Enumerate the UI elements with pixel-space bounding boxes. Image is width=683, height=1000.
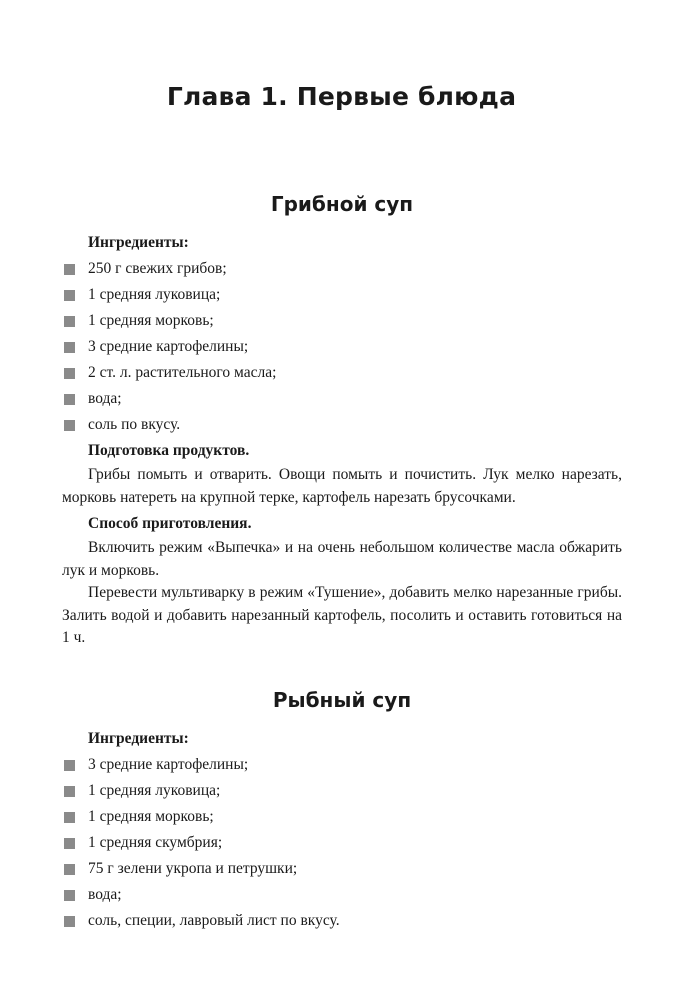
chapter-title: Глава 1. Первые блюда [166,82,517,111]
method-paragraph: Перевести мультиварку в режим «Тушение», добавить мелко нарезанные грибы. Залить водой и добавить нарезанный картофель, посолить и оставить готовиться на 1 ч. [62,584,622,646]
square-bullet-icon [64,290,75,301]
ingredient-item [62,804,622,830]
square-bullet-icon [64,760,75,771]
ingredient-item [62,282,622,308]
method-heading: Способ приготовления. [88,515,252,532]
ingredient-item [62,856,622,882]
ingredient-item [62,908,622,934]
ingredient-text: 2 ст. л. растительного масла; [88,364,277,381]
square-bullet-icon [64,342,75,353]
ingredient-text: вода; [88,390,122,407]
ingredient-text: 1 средняя морковь; [88,312,214,329]
ingredient-text: 1 средняя луковица; [88,286,221,303]
ingredients-heading: Ингредиенты: [88,234,189,251]
ingredient-text: 1 средняя луковица; [88,782,221,799]
ingredient-text: 3 средние картофелины; [88,756,249,773]
recipe-title: Рыбный суп [272,688,412,712]
square-bullet-icon [64,786,75,797]
square-bullet-icon [64,890,75,901]
square-bullet-icon [64,420,75,431]
ingredient-item [62,360,622,386]
ingredient-text: соль по вкусу. [88,416,181,433]
ingredient-item [62,386,622,412]
preparation-heading: Подготовка продуктов. [88,442,250,459]
recipe-mushroom-soup [62,190,622,650]
ingredient-item [62,412,622,438]
ingredient-item [62,256,622,282]
ingredient-text: 250 г свежих грибов; [88,260,227,277]
ingredient-item [62,830,622,856]
square-bullet-icon [64,864,75,875]
square-bullet-icon [64,394,75,405]
ingredient-text: 75 г зелени укропа и петрушки; [88,860,298,877]
preparation-text: Грибы помыть и отварить. Овощи помыть и почистить. Лук мелко нарезать, морковь натереть на крупной терке, картофель нарезать брусочками. [62,466,622,506]
ingredient-text: соль, специи, лавровый лист по вкусу. [88,912,340,929]
ingredient-item [62,778,622,804]
ingredient-item [62,308,622,334]
ingredient-item [62,334,622,360]
square-bullet-icon [64,916,75,927]
square-bullet-icon [64,838,75,849]
ingredient-text: 1 средняя морковь; [88,808,214,825]
ingredients-list [62,256,622,438]
ingredients-heading: Ингредиенты: [88,730,189,747]
method-paragraph: Включить режим «Выпечка» и на очень небольшом количестве масла обжарить лук и морковь. [62,539,622,579]
recipe-fish-soup [62,686,622,934]
square-bullet-icon [64,812,75,823]
ingredients-list [62,752,622,934]
square-bullet-icon [64,316,75,327]
square-bullet-icon [64,368,75,379]
ingredient-item [62,752,622,778]
ingredient-text: вода; [88,886,122,903]
square-bullet-icon [64,264,75,275]
ingredient-item [62,882,622,908]
recipe-title: Грибной суп [270,192,414,216]
ingredient-text: 3 средние картофелины; [88,338,249,355]
ingredient-text: 1 средняя скумбрия; [88,834,223,851]
